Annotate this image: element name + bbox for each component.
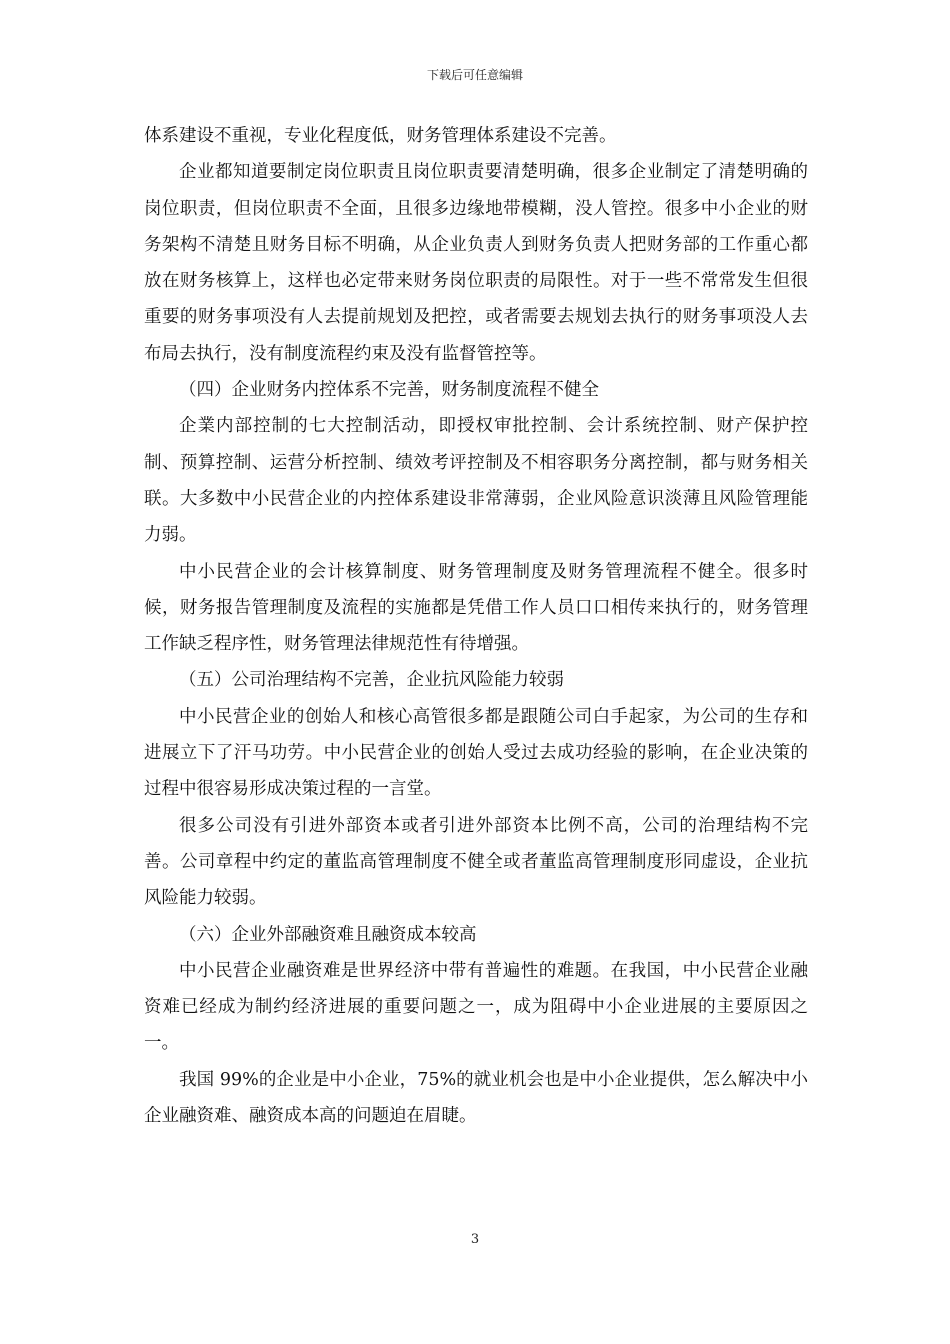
- section-heading-5: （五）公司治理结构不完善，企业抗风险能力较弱: [179, 670, 564, 691]
- paragraph: 中小民营企业的会计核算制度、财务管理制度及财务管理流程不健全。很多时候，财务报告管理制度及流程的实施都是凭借工作人员口口相传来执行的，财务管理工作缺乏程序性，财务管理法律规范性有待增强。: [144, 561, 808, 655]
- paragraph: 企業内部控制的七大控制活动，即授权审批控制、会计系统控制、财产保护控制、预算控制、运营分析控制、绩效考评控制及不相容职务分离控制，都与财务相关联。大多数中小民营企业的内控体系建设非常薄弱，企业风险意识淡薄且风险管理能力弱。: [144, 416, 808, 546]
- paragraph: 我国 99%的企业是中小企业，75%的就业机会也是中小企业提供，怎么解决中小企业融资难、融资成本高的问题迫在眉睫。: [144, 1069, 808, 1127]
- document-body: [144, 118, 808, 1134]
- page-number: 3: [470, 1232, 480, 1247]
- paragraph: 中小民营企业融资难是世界经济中带有普遍性的难题。在我国，中小民营企业融资难已经成为制约经济进展的重要问题之一，成为阻碍中小企业进展的主要原因之一。: [144, 960, 808, 1054]
- paragraph: 企业都知道要制定岗位职责且岗位职责要清楚明确，很多企业制定了清楚明确的岗位职责，但岗位职责不全面，且很多边缘地带模糊，没人管控。很多中小企业的财务架构不清楚且财务目标不明确，从企业负责人到财务负责人把财务部的工作重心都放在财务核算上，这样也必定带来财务岗位职责的局限性。对于一些不常常发生但很重要的财务事项没有人去提前规划及把控，或者需要去规划去执行的财务事项没人去布局去执行，没有制度流程约束及没有监督管控等。: [144, 162, 808, 364]
- paragraph-continuation: 体系建设不重视，专业化程度低，财务管理体系建设不完善。: [144, 126, 617, 146]
- section-heading-4: （四）企业财务内控体系不完善，财务制度流程不健全: [179, 380, 599, 401]
- paragraph: 很多公司没有引进外部资本或者引进外部资本比例不高，公司的治理结构不完善。公司章程中约定的董监高管理制度不健全或者董监高管理制度形同虚设，企业抗风险能力较弱。: [144, 815, 808, 909]
- page-header: 下载后可任意编辑: [426, 68, 523, 82]
- paragraph: 中小民营企业的创始人和核心高管很多都是跟随公司白手起家，为公司的生存和进展立下了汗马功劳。中小民营企业的创始人受过去成功经验的影响，在企业决策的过程中很容易形成决策过程的一言堂。: [144, 706, 808, 800]
- section-heading-6: （六）企业外部融资难且融资成本较高: [179, 924, 477, 945]
